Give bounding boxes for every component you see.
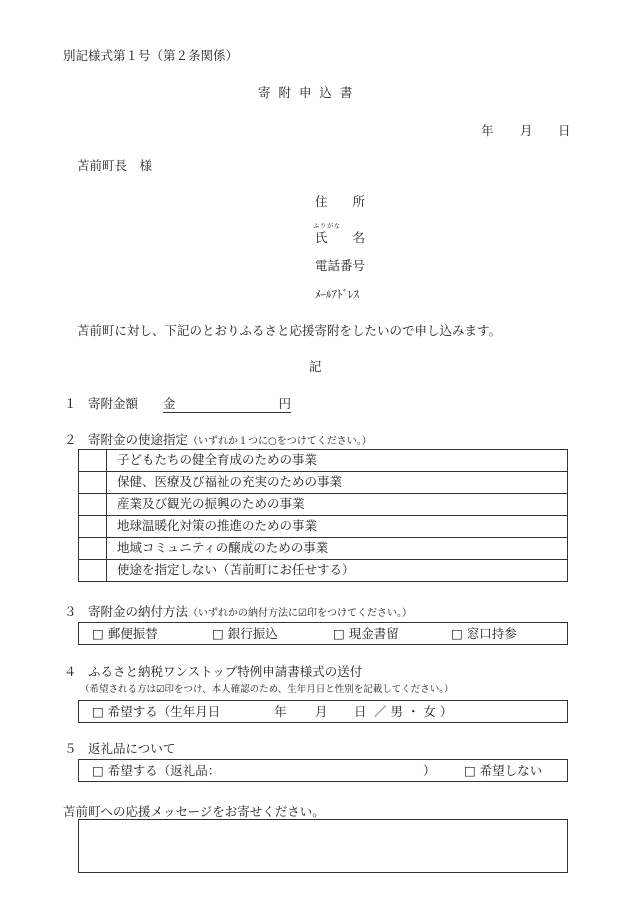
section5-number: ５ (64, 741, 77, 756)
usage-row (79, 560, 568, 582)
usage-table (78, 449, 568, 582)
usage-row (79, 450, 568, 472)
section2-label: 寄附金の使途指定（いずれか１つに○をつけてください。） (88, 432, 372, 447)
gender-select[interactable]: ／ 男 ・ 女 ） (374, 704, 453, 719)
usage-select-cell[interactable] (79, 450, 107, 472)
section2-note: （いずれか１つに○をつけてください。） (188, 436, 372, 447)
usage-select-cell[interactable] (79, 472, 107, 494)
gift-close-paren: ） (423, 763, 436, 778)
date-day: 日 (558, 123, 571, 138)
one-stop-box (78, 700, 568, 723)
form-number: 別記様式第１号（第２条関係） (63, 48, 239, 63)
one-stop-check[interactable]: □ 希望する（生年月日 (92, 704, 221, 719)
birth-year-label: 年 (274, 704, 287, 719)
payment-option-bank[interactable]: □ 銀行振込 (212, 626, 278, 641)
email-label: ﾒｰﾙｱﾄﾞﾚｽ (315, 288, 359, 301)
gift-want-check[interactable]: □ 希望する（返礼品： (92, 763, 221, 778)
usage-item: 保健、医療及び福祉の充実のための事業 (107, 472, 568, 494)
usage-item: 地球温暖化対策の推進のための事業 (107, 516, 568, 538)
usage-row (79, 494, 568, 516)
date-month: 月 (520, 123, 533, 138)
intro-text: 苫前町に対し、下記のとおりふるさと応援寄附をしたいので申し込みます。 (77, 323, 502, 338)
usage-select-cell[interactable] (79, 560, 107, 582)
phone-label: 電話番号 (315, 258, 366, 273)
section4-label: ふるさと納税ワンストップ特例申請書様式の送付 (88, 664, 363, 679)
section3-number: ３ (64, 604, 77, 619)
usage-item: 産業及び観光の振興のための事業 (107, 494, 568, 516)
message-label: 苫前町への応援メッセージをお寄せください。 (63, 804, 325, 819)
section5-label: 返礼品について (88, 741, 176, 756)
usage-select-cell[interactable] (79, 494, 107, 516)
name-label: ふりがな 氏 名 (313, 223, 366, 245)
date-year: 年 (481, 123, 494, 138)
usage-row (79, 472, 568, 494)
section4-note: （希望される方は☑印をつけ、本人確認のため、生年月日と性別を記載してください。） (80, 684, 454, 695)
section1-label: 寄附金額 (88, 396, 139, 411)
birth-month-label: 月 (315, 704, 328, 719)
addressee: 苫前町長 様 (77, 158, 153, 173)
page-title: 寄 附 申 込 書 (258, 85, 355, 100)
payment-option-counter[interactable]: □ 窓口持参 (451, 626, 517, 641)
payment-option-postal[interactable]: □ 郵便振替 (92, 626, 158, 641)
birth-day-label: 日 (354, 704, 367, 719)
address-label: 住 所 (315, 194, 366, 209)
usage-row (79, 516, 568, 538)
usage-select-cell[interactable] (79, 538, 107, 560)
payment-option-registered-mail[interactable]: □ 現金書留 (333, 626, 399, 641)
usage-row (79, 538, 568, 560)
usage-select-cell[interactable] (79, 516, 107, 538)
section3-note: （いずれかの納付方法に☑印をつけてください。） (188, 608, 412, 619)
gift-box (78, 759, 568, 782)
section4-number: ４ (64, 664, 77, 679)
name-ruby: ふりがな (313, 223, 342, 230)
section3-label: 寄附金の納付方法（いずれかの納付方法に☑印をつけてください。） (88, 604, 412, 619)
ki-label: 記 (309, 359, 322, 374)
gift-not-want-check[interactable]: □ 希望しない (464, 763, 543, 778)
usage-item: 使途を指定しない（苫前町にお任せする） (107, 560, 568, 582)
usage-item: 地域コミュニティの醸成のための事業 (107, 538, 568, 560)
section1-number: １ (64, 396, 77, 411)
message-input[interactable] (78, 819, 568, 873)
usage-item: 子どもたちの健全育成のための事業 (107, 450, 568, 472)
donation-amount-field[interactable] (163, 396, 291, 413)
amount-suffix: 円 (278, 396, 291, 411)
section2-number: ２ (64, 432, 77, 447)
amount-prefix: 金 (163, 396, 176, 411)
payment-method-box (78, 622, 568, 645)
